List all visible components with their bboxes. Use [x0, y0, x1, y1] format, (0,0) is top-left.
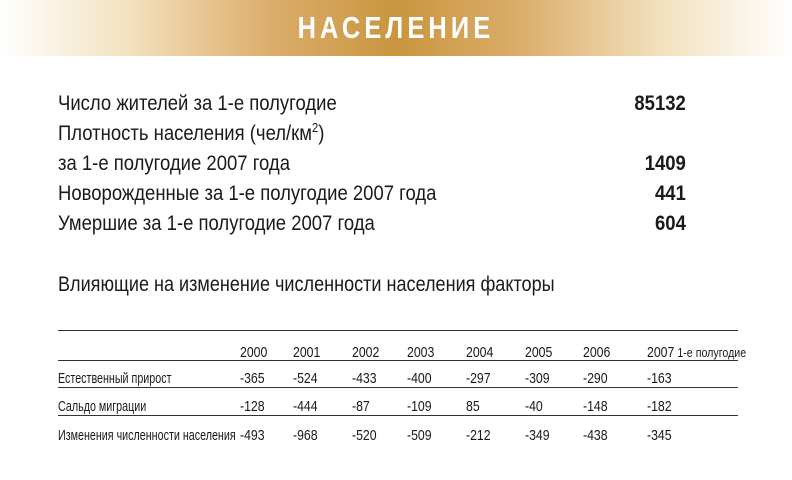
column-header-year: 2004 — [466, 344, 494, 361]
row-label: Естественный прирост — [58, 371, 172, 387]
column-header — [647, 344, 746, 362]
section-banner — [0, 0, 792, 56]
stat-label: Новорожденные за 1-е полугодие 2007 года — [58, 181, 437, 205]
column-header-year: 2006 — [583, 344, 611, 361]
table-cell: -87 — [352, 398, 370, 415]
table-cell: -433 — [352, 370, 377, 387]
row-label: Изменения численности населения — [58, 428, 236, 444]
table-cell: -400 — [407, 370, 432, 387]
stat-value: 85132 — [634, 91, 686, 115]
stat-label-superscript: 2 — [311, 120, 319, 135]
table-cell: -524 — [293, 370, 318, 387]
table-cell: -438 — [583, 427, 608, 444]
row-label: Сальдо миграции — [58, 399, 147, 415]
stat-row-births — [58, 178, 686, 208]
population-stats — [58, 88, 686, 238]
stat-label — [58, 118, 324, 148]
column-header-year: 2007 — [647, 344, 675, 361]
table-rule — [58, 360, 738, 361]
table-cell: 85 — [466, 398, 480, 415]
table-rule — [58, 415, 738, 416]
column-header-year: 2002 — [352, 344, 380, 361]
stat-row-deaths — [58, 208, 686, 238]
table-cell: -163 — [647, 370, 672, 387]
table-cell: -148 — [583, 398, 608, 415]
table-cell: -365 — [240, 370, 265, 387]
column-header-suffix: 1-е полугодие — [674, 345, 747, 360]
column-header — [407, 344, 434, 362]
table-rule — [58, 330, 738, 331]
column-header — [583, 344, 610, 362]
table-cell: -290 — [583, 370, 608, 387]
stat-row-density-value — [58, 148, 686, 178]
table-cell: -509 — [407, 427, 432, 444]
column-header — [466, 344, 493, 362]
stat-label: Число жителей за 1-е полугодие — [58, 91, 337, 115]
table-cell: -520 — [352, 427, 377, 444]
table-cell: -109 — [407, 398, 432, 415]
factors-title: Влияющие на изменение численности населения факторы — [58, 273, 555, 296]
column-header-year: 2001 — [293, 344, 321, 361]
table-cell: -212 — [466, 427, 491, 444]
table-cell: -444 — [293, 398, 318, 415]
stat-value: 604 — [655, 211, 686, 235]
section-title: НАСЕЛЕНИЕ — [297, 10, 495, 45]
table-cell: -128 — [240, 398, 265, 415]
table-cell: -345 — [647, 427, 672, 444]
table-cell: -349 — [525, 427, 550, 444]
stat-row-density — [58, 118, 686, 148]
stat-label: за 1-е полугодие 2007 года — [58, 151, 290, 175]
column-header — [293, 344, 320, 362]
table-cell: -40 — [525, 398, 543, 415]
table-cell: -968 — [293, 427, 318, 444]
column-header — [352, 344, 379, 362]
table-cell: -493 — [240, 427, 265, 444]
stat-value: 1409 — [644, 151, 686, 175]
stat-label-text: Плотность населения (чел/км — [58, 121, 312, 145]
table-cell: -297 — [466, 370, 491, 387]
column-header — [240, 344, 267, 362]
stat-label: Умершие за 1-е полугодие 2007 года — [58, 211, 375, 235]
stat-label-end: ) — [318, 121, 325, 145]
table-cell: -309 — [525, 370, 550, 387]
column-header — [525, 344, 552, 362]
column-header-year: 2000 — [240, 344, 268, 361]
column-header-year: 2005 — [525, 344, 553, 361]
stat-row-residents — [58, 88, 686, 118]
column-header-year: 2003 — [407, 344, 435, 361]
table-cell: -182 — [647, 398, 672, 415]
stat-value: 441 — [655, 181, 686, 205]
